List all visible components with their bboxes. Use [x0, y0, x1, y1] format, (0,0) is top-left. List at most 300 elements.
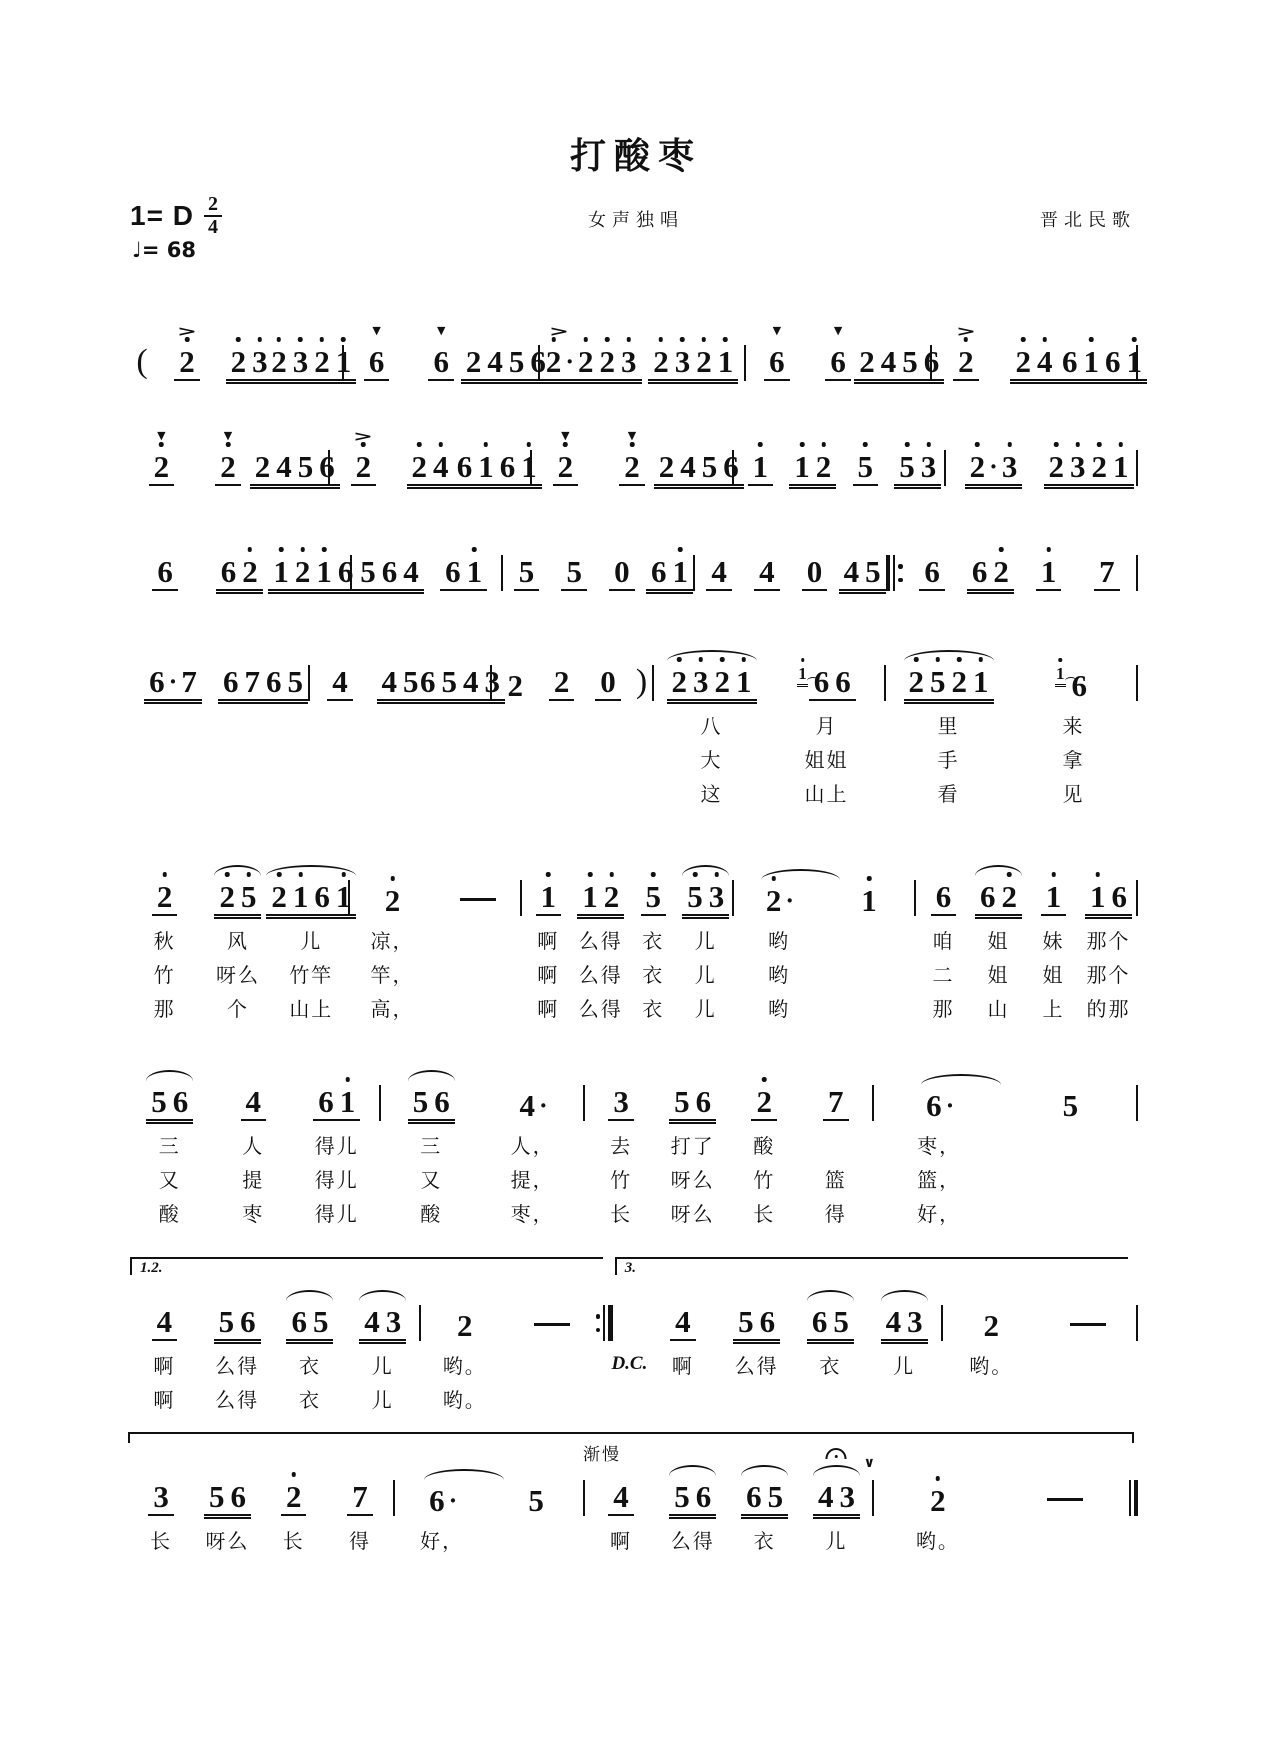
- fermata-icon: [826, 1448, 847, 1459]
- note-digit: 6: [433, 344, 449, 379]
- note-digit: 1: [733, 666, 755, 697]
- lyric-text: 来: [1062, 715, 1085, 738]
- note-digit: 1: [970, 666, 992, 697]
- note-token: [508, 1283, 595, 1347]
- note-digit: 3: [153, 1479, 169, 1514]
- lyric-text: 啊: [537, 930, 560, 953]
- note-token: [532, 428, 599, 492]
- note-digit: 7: [828, 1084, 844, 1119]
- note-group: [347, 1481, 373, 1516]
- lyric-text: 那: [153, 998, 176, 1021]
- note-digit: 6: [651, 554, 667, 589]
- note-digit: 6: [746, 1479, 762, 1514]
- note-column: [1078, 533, 1136, 597]
- note-digit: 2: [292, 556, 314, 587]
- measure: [522, 858, 732, 1024]
- lyric-text: 得儿: [314, 1203, 359, 1226]
- note-column: [838, 533, 886, 597]
- note-digit: 4: [487, 344, 503, 379]
- lyric-text: [824, 990, 914, 1024]
- grace-note: [797, 664, 808, 687]
- octave-dot: [417, 442, 422, 447]
- time-denominator: 4: [207, 216, 218, 238]
- measure: [128, 1458, 393, 1556]
- measure: [943, 1283, 1136, 1415]
- octave-dot: [246, 872, 251, 877]
- octave-dot: [1054, 442, 1059, 447]
- note-column: [212, 1063, 296, 1229]
- octave-dot: [975, 442, 980, 447]
- rallentando-label: 渐慢: [583, 1445, 622, 1464]
- lyric-text: [1039, 1381, 1136, 1415]
- note-digit: 2: [311, 346, 333, 377]
- octave-dot: [226, 442, 231, 447]
- note-column: [943, 1283, 1040, 1415]
- note-digit: 1: [538, 881, 560, 912]
- note-group: [619, 429, 645, 486]
- lyric-text: [218, 741, 308, 775]
- note-digit: 6: [318, 1084, 334, 1119]
- barline: [1136, 1063, 1138, 1127]
- note-digit: 1: [1038, 556, 1060, 587]
- note-token: [212, 1063, 296, 1127]
- note-digit: 2: [601, 881, 623, 912]
- barline: [1136, 533, 1138, 597]
- note-digit: 5: [643, 881, 665, 912]
- note-token: [492, 643, 538, 707]
- note-column: [395, 1458, 489, 1556]
- note-digit: 2: [693, 346, 715, 377]
- note-group: [646, 556, 693, 591]
- note-digit: 6: [759, 1304, 776, 1339]
- note-column: [202, 533, 276, 597]
- note-token: [310, 643, 370, 707]
- system-3: [128, 533, 1138, 597]
- note-digit: 6: [149, 664, 165, 699]
- volta-bracket: [130, 1257, 603, 1275]
- note-digit: 5: [297, 449, 314, 484]
- note-token: [892, 428, 945, 492]
- note-token: [156, 323, 218, 387]
- accent-icon: >: [177, 324, 197, 340]
- note-digit: 3: [249, 346, 271, 377]
- note-digit: 2: [254, 449, 271, 484]
- note-token: [961, 533, 1019, 597]
- lyric-text: 凉，: [370, 930, 415, 953]
- octave-dot: [1007, 872, 1012, 877]
- note-group: [1067, 670, 1093, 701]
- note-digit: 2: [382, 885, 404, 916]
- note-digit: 5: [701, 449, 718, 484]
- lyric-text: 哟。: [915, 1530, 960, 1553]
- note-digit: 4: [711, 554, 727, 589]
- note-token: [646, 533, 694, 597]
- octave-dot: [390, 876, 395, 881]
- repeat-dots: [596, 1305, 601, 1341]
- note-group: [975, 881, 1022, 916]
- note-digit: 2: [151, 451, 173, 482]
- lyric-text: 见: [1062, 783, 1085, 806]
- note-token: [874, 1458, 1001, 1522]
- lyric-text: 呀么: [215, 964, 260, 987]
- note-digit: 4: [381, 664, 397, 699]
- barline-wrap: [1136, 1063, 1138, 1229]
- note-digit: 5: [927, 666, 949, 697]
- note-digit: 1: [518, 451, 540, 482]
- note-group: [152, 881, 178, 916]
- note-digit: 6: [926, 1088, 942, 1123]
- measure: [654, 643, 884, 809]
- barline-wrap: [1129, 1458, 1139, 1556]
- lyric-text: [585, 707, 631, 741]
- note-digit: 5: [208, 1479, 225, 1514]
- note-group: [931, 881, 957, 916]
- barline-wrap: [886, 533, 903, 597]
- measure: [874, 1063, 1136, 1229]
- note-token: [728, 1063, 800, 1127]
- note-token: [254, 428, 335, 492]
- note-column: [344, 323, 409, 387]
- note-group: [553, 429, 579, 486]
- system-part: [128, 1063, 1138, 1229]
- octave-dot: [699, 657, 704, 662]
- lyric-text: 儿: [371, 1355, 394, 1378]
- lyric-text: 衣: [298, 1389, 321, 1412]
- octave-dot: [1132, 337, 1137, 342]
- lyric-text: 好，: [420, 1530, 465, 1553]
- note-digit: 6: [830, 344, 846, 379]
- note-group: [1085, 881, 1132, 916]
- note-digit: 6: [723, 449, 739, 484]
- note-token: [1061, 323, 1142, 387]
- lyric-text: 拿: [1062, 749, 1085, 772]
- note-group: [669, 1481, 716, 1516]
- note-column: [128, 1063, 212, 1229]
- note-digit: 6: [172, 1084, 189, 1119]
- note-digit: 6: [240, 1304, 256, 1339]
- note-group: [214, 1306, 261, 1341]
- note-digit: 3: [706, 881, 728, 912]
- octave-dot: [863, 442, 868, 447]
- note-group: [978, 1310, 1004, 1341]
- measure: [310, 643, 500, 809]
- note-column: [585, 643, 631, 809]
- accent-icon: ▼: [561, 429, 570, 442]
- note-token: [585, 1063, 657, 1127]
- note-column: [867, 1283, 941, 1415]
- system-row: [128, 1445, 1138, 1556]
- note-group: [351, 429, 377, 486]
- note-digit: 6: [223, 664, 239, 699]
- lyric-text: 哟: [768, 930, 790, 953]
- note-group: [174, 324, 200, 381]
- measure: [128, 643, 308, 809]
- note-column: [680, 858, 733, 1024]
- note-column: [456, 428, 537, 492]
- note-digit: 5: [1062, 1088, 1079, 1123]
- note-group: [856, 885, 882, 916]
- octave-dot: [926, 442, 931, 447]
- note-digit: 2: [575, 346, 597, 377]
- lyric-text: [824, 922, 914, 956]
- lyric-text: [508, 1347, 595, 1381]
- lyric-text: 高，: [370, 998, 415, 1021]
- octave-dot: [1046, 547, 1051, 552]
- lyric-text: [218, 707, 308, 741]
- note-digit: 6: [923, 344, 940, 379]
- lyric-text: 啊: [537, 964, 560, 987]
- lyric-text: 呀么: [205, 1530, 250, 1553]
- note-token: [1019, 533, 1077, 597]
- dash-note: [534, 1323, 570, 1327]
- note-token: [971, 858, 1026, 922]
- note-digit: 6: [337, 554, 354, 589]
- note-token: [352, 533, 426, 597]
- octave-dot: [300, 547, 305, 552]
- rhythm-dot: ·: [785, 885, 795, 915]
- note-group: [577, 881, 624, 916]
- note-token: [746, 323, 807, 387]
- system-row: [128, 1260, 1138, 1415]
- lyric-text: 竹: [753, 1169, 776, 1192]
- note-group: [266, 881, 356, 916]
- lyric-text: 啊: [153, 1355, 176, 1378]
- note-token: [657, 1063, 729, 1127]
- system-part: [128, 428, 1138, 492]
- note-group: [241, 1086, 267, 1121]
- note-column: [489, 1458, 583, 1556]
- note-digit: 5: [896, 451, 918, 482]
- note-group: [216, 556, 263, 591]
- note-token: [800, 1063, 872, 1127]
- lyric-text: 衣: [753, 1530, 776, 1553]
- note-token: [1001, 1458, 1128, 1522]
- system-row: [128, 1063, 1138, 1229]
- lyric-text: 竹竿: [289, 964, 334, 987]
- note-group: [214, 881, 261, 916]
- note-token: [194, 1458, 260, 1522]
- note-digit: 2: [813, 451, 835, 482]
- octave-dot: [801, 658, 805, 662]
- note-digit: 6: [368, 344, 385, 379]
- note-digit: 5: [151, 1084, 167, 1119]
- barline-wrap: [1136, 1283, 1138, 1415]
- lyric-text: [538, 707, 584, 741]
- lyric-text: 上: [1042, 998, 1065, 1021]
- lyric-text: [585, 741, 631, 775]
- note-group: [953, 324, 979, 381]
- note-column: [1041, 428, 1136, 492]
- note-digit: 2: [990, 556, 1012, 587]
- octave-dot: [298, 337, 303, 342]
- note-column: [218, 643, 308, 809]
- note-column: [642, 323, 744, 387]
- octave-dot: [484, 442, 489, 447]
- note-column: [201, 858, 274, 1024]
- lyric-text: 篮: [824, 1169, 847, 1192]
- octave-dot: [320, 337, 325, 342]
- octave-dot: [1119, 442, 1124, 447]
- note-group: [364, 324, 390, 381]
- octave-dot: [527, 442, 532, 447]
- note-digit: 5: [833, 1304, 849, 1339]
- barline-wrap: [1136, 858, 1138, 1024]
- source-label: 晋北民歌: [1040, 210, 1136, 230]
- note-column: [598, 533, 646, 597]
- octave-dot: [936, 1476, 941, 1481]
- note-column: [427, 533, 501, 597]
- lyric-text: [720, 1381, 794, 1415]
- note-group: [313, 1086, 360, 1121]
- note-token: [791, 533, 839, 597]
- note-digit: 6: [971, 554, 988, 589]
- note-digit: 6: [1104, 344, 1121, 379]
- note-digit: 2: [621, 451, 643, 482]
- lyric-text: 姐: [987, 930, 1010, 953]
- note-digit: 5: [684, 881, 706, 912]
- note-token: [550, 533, 598, 597]
- note-digit: 4: [463, 664, 479, 699]
- note-digit: 2: [543, 346, 565, 377]
- measure: [746, 323, 940, 387]
- measure: [421, 1283, 596, 1415]
- note-column: [971, 858, 1026, 1024]
- note-token: [1081, 858, 1136, 922]
- volta-label: 3.: [624, 1260, 637, 1276]
- lyric-text: [370, 775, 430, 809]
- note-token: [128, 323, 156, 387]
- note-group: [813, 1455, 875, 1516]
- lyric-text: 衣: [819, 1355, 842, 1378]
- note-group: [218, 666, 308, 701]
- note-digit: 7: [181, 664, 197, 699]
- dash-note: [460, 898, 496, 902]
- note-group: [523, 1485, 549, 1516]
- note-digit: 1: [670, 556, 692, 587]
- note-digit: 3: [918, 451, 940, 482]
- octave-dot: [771, 876, 776, 881]
- note-column: [128, 428, 195, 492]
- lyric-text: 山: [987, 998, 1010, 1021]
- note-column: [128, 643, 218, 809]
- note-group: [215, 429, 241, 486]
- note-group: [669, 1086, 716, 1121]
- note-column: [1001, 1458, 1128, 1556]
- lyric-text: [867, 1381, 941, 1415]
- octave-dot: [659, 337, 664, 342]
- lyric-text: 长: [753, 1203, 776, 1226]
- note-column: [274, 1283, 347, 1415]
- lyric-text: 哟: [768, 998, 790, 1021]
- lyric-text: 妹: [1042, 930, 1065, 953]
- note-group: [825, 324, 851, 381]
- note-column: [646, 1283, 720, 1415]
- note-column: [801, 1455, 875, 1556]
- lyric-text: 哟。: [969, 1355, 1014, 1378]
- note-digit: 2: [859, 344, 875, 379]
- lyric-text: [435, 990, 520, 1024]
- note-column: [1061, 323, 1142, 387]
- note-digit: 2: [712, 666, 734, 697]
- system-2: [128, 428, 1138, 492]
- note-digit: 5: [218, 1304, 235, 1339]
- note-digit: 2: [228, 346, 250, 377]
- note-group: [440, 556, 487, 591]
- measure: [128, 1283, 419, 1415]
- note-digit: 5: [403, 664, 419, 699]
- measure: [532, 428, 739, 492]
- note-group: [608, 1086, 634, 1121]
- note-digit: 2: [555, 451, 577, 482]
- note-digit: 4: [156, 1304, 173, 1339]
- lyric-text: 篮，: [917, 1169, 962, 1192]
- note-digit: 5: [674, 1084, 690, 1119]
- note-digit: 6: [1111, 879, 1127, 914]
- note-group: [670, 1306, 696, 1341]
- note-group: [609, 556, 635, 591]
- measure: [128, 428, 335, 492]
- lyric-text: 衣: [642, 930, 665, 953]
- note-digit: 4: [1034, 346, 1056, 377]
- note-column: [1081, 858, 1136, 1024]
- octave-dot: [248, 547, 253, 552]
- note-token: [575, 858, 628, 922]
- lyric-text: 么得: [734, 1355, 779, 1378]
- lyric-text: 去: [610, 1135, 633, 1158]
- lyric-text: 三: [420, 1135, 443, 1158]
- note-digit: 2: [763, 885, 785, 916]
- note-digit: 5: [902, 344, 918, 379]
- accent-icon: ▼: [372, 324, 381, 337]
- octave-dot: [677, 657, 682, 662]
- note-group: [1044, 451, 1134, 486]
- note-digit: 2: [597, 346, 619, 377]
- page-title: 打酸枣: [569, 135, 702, 176]
- note-column: [791, 533, 839, 597]
- note-digit: 2: [955, 346, 977, 377]
- note-digit: 6: [530, 344, 546, 379]
- lyric-text: 秋: [153, 930, 176, 953]
- note-token: [801, 1455, 875, 1522]
- lyric-text: 么得: [578, 998, 623, 1021]
- note-group: [965, 451, 1023, 486]
- note-group: [1010, 346, 1057, 381]
- note-column: [503, 533, 551, 597]
- note-token: [734, 858, 824, 922]
- lyric-text: [128, 741, 218, 775]
- note-token: [395, 1458, 489, 1522]
- rhythm-dot: ·: [989, 451, 998, 481]
- note-digit: 1: [797, 664, 808, 684]
- octave-dot: [630, 442, 635, 447]
- note-column: [128, 1283, 201, 1415]
- note-digit: 4: [759, 554, 775, 589]
- barline-wrap: [1136, 643, 1138, 809]
- note-digit: 4: [519, 1088, 535, 1123]
- note-token: [540, 323, 642, 387]
- note-column: [824, 858, 914, 1024]
- note-digit: 2: [658, 449, 675, 484]
- note-group: [919, 556, 945, 591]
- note-digit: 6: [434, 1084, 450, 1119]
- octave-dot: [693, 872, 698, 877]
- note-digit: 2: [753, 1086, 775, 1117]
- lyric-text: [435, 922, 520, 956]
- note-token: [427, 533, 501, 597]
- note-token: [128, 1283, 201, 1347]
- note-digit: 6: [924, 554, 940, 589]
- note-group: [764, 324, 790, 381]
